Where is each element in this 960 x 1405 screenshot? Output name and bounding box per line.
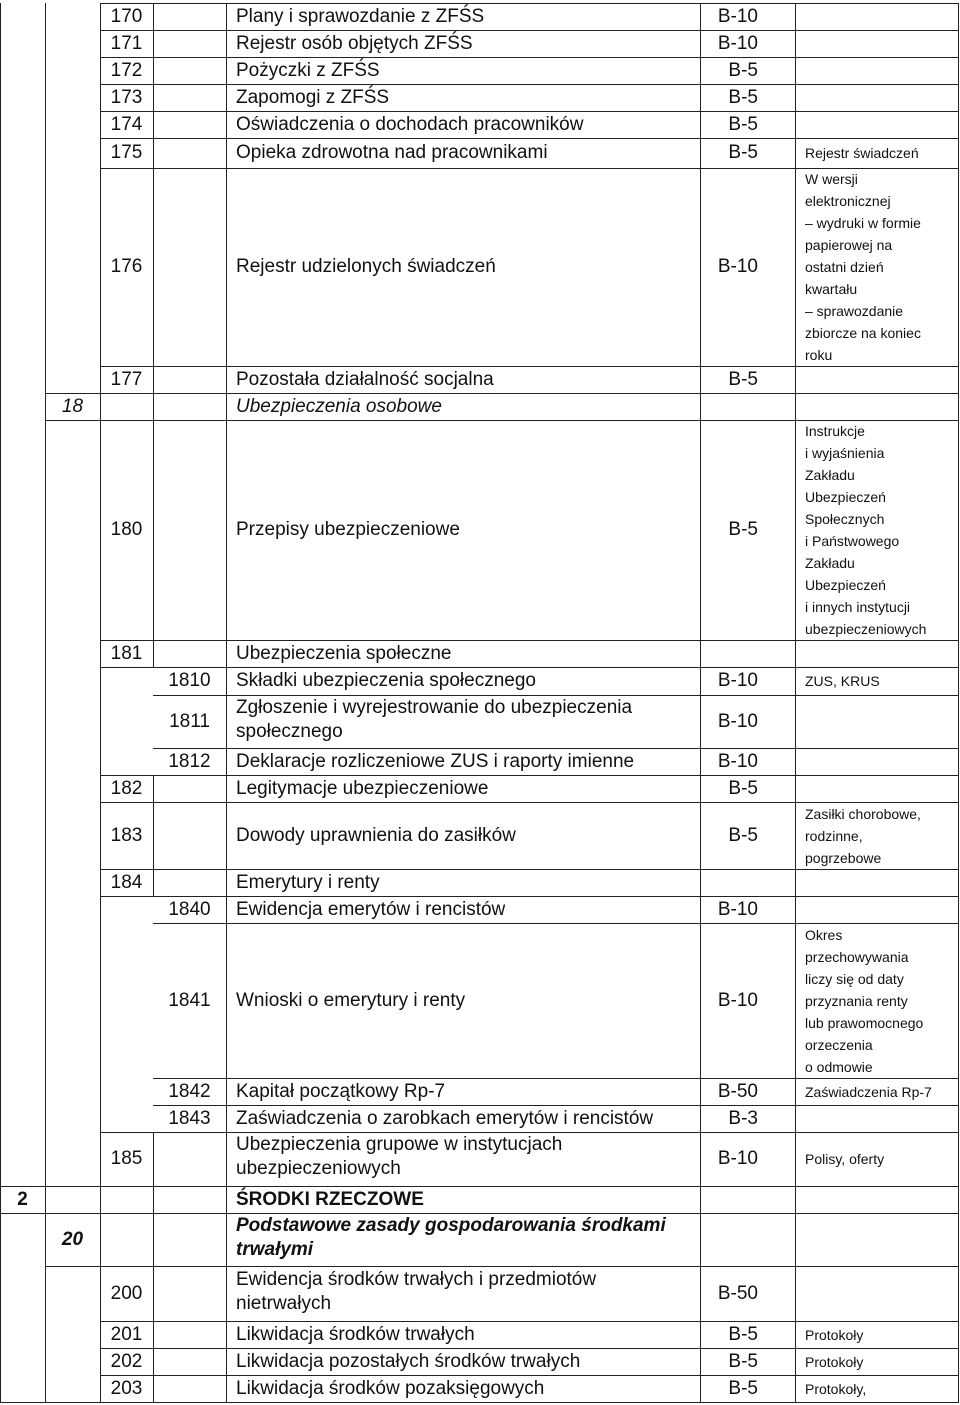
column-border [226,802,227,870]
column-border [226,640,227,668]
record-number: 202 [110,1350,143,1372]
column-border [226,1105,227,1133]
column-border [100,3,101,1403]
remarks-line: ZUS, KRUS [805,673,880,689]
record-name: Pozostała działalność socjalna [236,368,494,390]
column-border [226,393,227,421]
remarks-line: ostatni dzień [805,259,884,275]
archive-category: B-5 [728,1377,758,1399]
column-border [226,923,227,1079]
remarks-line: ubezpieczeniowych [805,621,927,637]
archive-category: B-5 [728,142,758,163]
record-name: Zgłoszenie i wyrejestrowanie do ubezpieczenia [236,696,633,718]
column-border [153,1375,154,1403]
archive-category: B-50 [717,1080,758,1102]
column-border [226,138,227,169]
column-border [226,1078,227,1106]
record-number: 174 [110,113,143,135]
column-border [226,3,227,31]
column-border [153,111,154,139]
record-name: Deklaracje rozliczeniowe ZUS i raporty imienne [236,750,635,772]
remarks-line: Instrukcje [805,423,865,439]
remarks-line: roku [805,347,833,363]
row-border [100,869,959,870]
remarks-line: Ubezpieczeń [805,577,886,593]
row-border [100,138,959,139]
column-border [226,695,227,749]
column-border [153,138,154,169]
record-number: 182 [110,777,143,799]
column-border [226,168,227,367]
record-name: Wnioski o emerytury i renty [236,989,466,1011]
remarks-line: przyznania renty [805,992,908,1009]
column-border [700,3,701,1403]
row-border [100,775,959,776]
record-number: 185 [110,1148,143,1169]
column-border [153,420,154,641]
archive-category: B-10 [717,256,758,277]
record-number: 1843 [168,1107,211,1129]
archive-category: B-3 [728,1107,758,1129]
column-border [153,1321,154,1349]
column-border [45,3,46,1403]
remarks-line: pogrzebowe [805,849,882,866]
row-border [153,1105,959,1106]
record-name: Przepisy ubezpieczeniowe [236,519,460,540]
remarks-line: Protokoły [805,1326,864,1343]
archive-category: B-5 [728,86,758,108]
column-border [153,30,154,58]
archive-category: B-5 [728,519,758,540]
record-name: Pożyczki z ZFŚS [236,59,380,81]
column-border [226,775,227,803]
remarks-line: Protokoły [805,1353,864,1370]
row-border [100,896,959,897]
record-name: Zapomogi z ZFŚS [236,86,390,108]
record-name: Emerytury i renty [236,871,380,893]
record-name: Kapitał początkowy Rp-7 [236,1080,446,1102]
row-border [100,667,959,668]
row-border [45,1266,959,1267]
column-border [153,366,154,394]
archive-category: B-10 [717,750,758,772]
remarks-line: Społecznych [805,511,885,527]
archive-category: B-10 [717,989,758,1011]
remarks-line: Zakładu [805,555,855,571]
column-border [153,1132,154,1187]
record-number: 1810 [168,670,211,691]
row-border [100,366,959,367]
remarks-line: i wyjaśnienia [805,445,885,461]
column-border [795,3,796,1403]
record-name: ŚRODKI RZECZOWE [236,1188,424,1210]
record-name-continued: trwałymi [236,1238,314,1260]
column-border [226,1132,227,1187]
record-name: Ewidencja środków trwałych i przedmiotów [236,1268,597,1290]
column-border [153,3,154,31]
column-border [153,869,154,897]
record-number: 171 [110,32,143,54]
column-border [153,1348,154,1376]
row-border [45,393,959,394]
remarks-line: Zasiłki chorobowe, [805,805,921,822]
remarks-line: Zakładu [805,467,855,483]
record-number: 1841 [168,989,211,1011]
row-border [100,1132,959,1133]
column-border [153,802,154,870]
record-number: 200 [110,1282,143,1304]
column-border [226,1375,227,1403]
archive-category: B-10 [717,32,758,54]
column-border [226,1348,227,1376]
record-number: 177 [110,368,143,390]
row-border [153,1078,959,1079]
record-name: Składki ubezpieczenia społecznego [236,670,536,691]
column-border [226,1321,227,1349]
column-border [226,896,227,924]
record-number: 1812 [168,750,211,772]
record-name: Likwidacja środków trwałych [236,1323,475,1345]
record-number: 201 [110,1323,143,1345]
column-border [226,1186,227,1214]
column-border [153,1213,154,1267]
record-number: 175 [110,142,143,163]
column-border [153,57,154,85]
remarks-line: papierowej na [805,237,893,253]
remarks-line: W wersji [805,171,858,187]
record-number: 173 [110,86,143,108]
archive-category: B-5 [728,1350,758,1372]
row-border [100,3,959,4]
archive-category: B-10 [717,670,758,691]
remarks-line: orzeczenia [805,1036,873,1053]
record-number: 2 [17,1188,28,1210]
row-border [100,84,959,85]
row-border [100,57,959,58]
row-border [100,111,959,112]
column-border [153,393,154,421]
archive-category: B-5 [728,368,758,390]
remarks-line: Okres [805,926,843,943]
remarks-line: elektronicznej [805,193,891,209]
row-border [100,1321,959,1322]
archive-category: B-10 [717,1148,758,1169]
record-name: Podstawowe zasady gospodarowania środkami [236,1214,666,1236]
column-border [226,1266,227,1322]
record-number: 20 [61,1228,84,1250]
column-border [153,1266,154,1322]
remarks-line: – sprawozdanie [805,303,904,319]
record-name: Opieka zdrowotna nad pracownikami [236,142,548,163]
remarks-line: i Państwowego [805,533,900,549]
column-border [226,869,227,897]
remarks-line: o odmowie [805,1058,873,1075]
record-number: 170 [110,5,143,27]
row-border [0,1402,959,1403]
record-name: Legitymacje ubezpieczeniowe [236,777,489,799]
row-border [100,640,959,641]
row-border [100,1375,959,1376]
record-name: Ewidencja emerytów i rencistów [236,898,506,920]
record-number: 1842 [168,1080,211,1102]
remarks-line: przechowywania [805,948,909,965]
remarks-line: – wydruki w formie [805,215,921,231]
record-name: Ubezpieczenia grupowe w instytucjach [236,1134,563,1155]
remarks-line: Rejestr świadczeń [805,145,919,161]
column-border [153,775,154,803]
column-border [226,84,227,112]
remarks-line: Zaświadczenia Rp-7 [805,1083,932,1100]
record-number: 184 [110,871,143,893]
remarks-line: lub prawomocnego [805,1014,924,1031]
archive-category: B-10 [717,898,758,920]
row-border [153,748,959,749]
record-number: 1811 [169,710,210,732]
column-border [226,57,227,85]
record-name: Likwidacja środków pozaksięgowych [236,1377,545,1399]
record-number: 180 [110,519,143,540]
record-name: Zaświadczenia o zarobkach emerytów i rencistów [236,1107,654,1129]
record-name: Ubezpieczenia osobowe [236,395,442,417]
column-border [226,30,227,58]
archive-category: B-10 [717,710,758,732]
record-number: 203 [110,1377,143,1399]
record-name-continued: nietrwałych [236,1292,332,1314]
record-number: 18 [61,395,84,417]
column-border [226,667,227,696]
column-border [226,420,227,641]
record-name: Dowody uprawnienia do zasiłków [236,824,516,846]
record-number: 183 [110,824,143,846]
row-border [0,1186,959,1187]
record-name-continued: ubezpieczeniowych [236,1158,401,1179]
column-border [153,640,154,668]
remarks-line: Ubezpieczeń [805,489,886,505]
archive-category: B-5 [728,777,758,799]
record-number: 176 [110,256,143,277]
column-border [226,1213,227,1267]
record-name: Rejestr osób objętych ZFŚS [236,32,473,54]
record-number: 172 [110,59,143,81]
remarks-line: zbiorcze na koniec [805,325,921,341]
column-border [226,111,227,139]
archive-category: B-5 [728,59,758,81]
record-name-continued: społecznego [236,720,343,742]
record-name: Plany i sprawozdanie z ZFŚS [236,5,485,27]
archive-category: B-10 [717,5,758,27]
record-name: Rejestr udzielonych świadczeń [236,256,496,277]
column-border [153,168,154,367]
remarks-line: Protokoły, [805,1380,867,1397]
record-number: 181 [110,642,143,664]
remarks-line: Polisy, oferty [805,1151,885,1167]
record-name: Ubezpieczenia społeczne [236,642,452,664]
record-name: Likwidacja pozostałych środków trwałych [236,1350,581,1372]
remarks-line: liczy się od daty [805,970,904,987]
row-border [100,1348,959,1349]
remarks-line: rodzinne, [805,827,863,844]
column-border [958,3,959,1403]
row-border [100,30,959,31]
record-number: 1840 [168,898,211,920]
column-border [226,366,227,394]
column-border [153,84,154,112]
remarks-line: kwartału [805,281,858,297]
column-border [153,1186,154,1214]
remarks-line: i innych instytucji [805,599,911,615]
archive-category: B-5 [728,1323,758,1345]
archive-category: B-5 [728,824,758,846]
archive-category: B-5 [728,113,758,135]
record-name: Oświadczenia o dochodach pracowników [236,113,584,135]
column-border [226,748,227,776]
archive-category: B-50 [717,1282,758,1304]
